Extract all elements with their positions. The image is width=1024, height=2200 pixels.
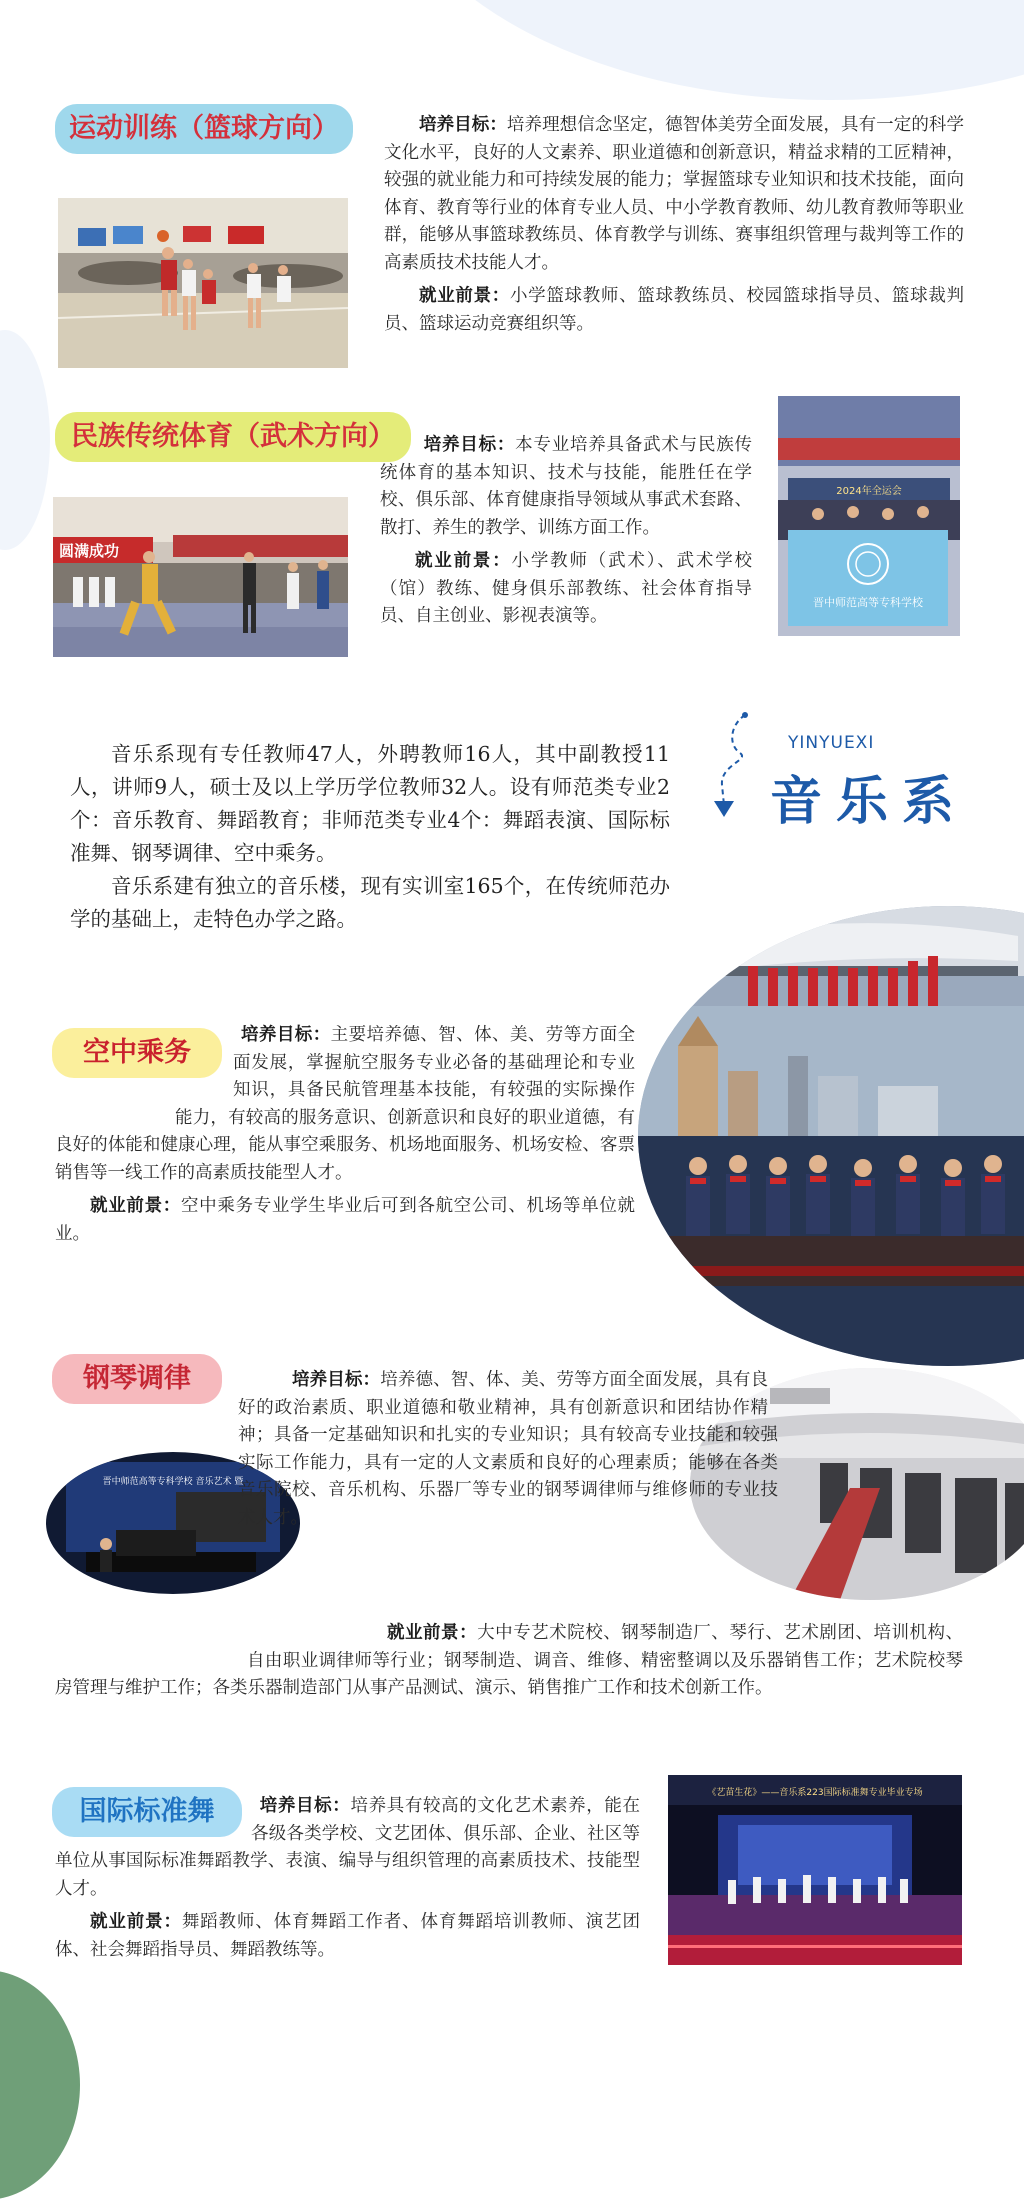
piano-career [55, 1620, 963, 1703]
piano-career-spacer [55, 1620, 247, 1674]
music-dept-heading [700, 705, 990, 835]
basketball-career-text: 小学篮球教师、篮球教练员、校园篮球指导员、篮球裁判员、篮球运动竞赛组织等。 [384, 286, 965, 334]
flight-title-spacer-2 [55, 1104, 175, 1131]
piano-screen-text: 晋中师范高等专科学校 音乐艺术 暨 [102, 1477, 244, 1487]
basketball-description [384, 112, 964, 338]
dance-goal-label: 培养目标： [259, 1796, 351, 1816]
piano-goal-text: 培养德、智、体、美、劳等方面全面发展，具有良好的政治素质、职业道德和敬业精神，具有创新意识和团结协作精神；具备一定基础知识和扎实的专业知识；具有较高专业技能和较强实际工作能力，具有一定的人文素质和良好的心理素质；能够在各类音乐院校、音乐机构、乐器厂等专业的钢琴调律师与维修师的专业技术人才。 [238, 1370, 778, 1528]
flight-goal-text: 主要培养德、智、体、美、劳等方面全面发展，掌握航空服务专业必备的基础理论和专业知识，具备民航管理基本技能，有较强的实际操作能力，有较高的服务意识、创新意识和良好的职业道德，有良好的体能和健康心理，能从事空乘服务、机场地面服务、机场安检、客票销售等一线工作的高素质技能型人才。 [55, 1025, 636, 1183]
dance-stage-photo [668, 1775, 962, 1965]
flight-career-text: 空中乘务专业学生毕业后可到各航空公司、机场等单位就业。 [55, 1196, 636, 1244]
flight-title: 空中乘务 [52, 1028, 222, 1078]
music-intro-para-2: 音乐系建有独立的音乐楼，现有实训室165个，在传统师范办学的基础上，走特色办学之路。 [70, 874, 670, 931]
wushu-title: 民族传统体育（武术方向） [55, 412, 411, 462]
background-circle-top [380, 0, 1024, 100]
piano-shape-a [768, 1367, 778, 1397]
piano-title: 钢琴调律 [52, 1354, 222, 1404]
wushu-goal-text: 本专业培养具备武术与民族传统体育的基本知识、技术与技能，能胜任在学校、俱乐部、体育健康指导领域从事武术套路、散打、养生的教学、训练方面工作。 [380, 435, 753, 538]
piano-goal-label: 培养目标： [292, 1370, 381, 1390]
dance-title: 国际标准舞 [52, 1787, 242, 1837]
dance-career-label: 就业前景： [90, 1912, 182, 1932]
basketball-photo [58, 198, 348, 368]
flight-title-spacer [55, 1022, 233, 1104]
dance-goal-text: 培养具有较高的文化艺术素养，能在各级各类学校、文艺团体、俱乐部、企业、社区等单位从事国际标准舞蹈教学、表演、编导与组织管理的高素质技术、技能型人才。 [55, 1796, 640, 1899]
svg-text:圆满成功: 圆满成功 [59, 542, 120, 560]
basketball-goal-label: 培养目标： [419, 115, 507, 135]
wushu-goal-label: 培养目标： [423, 435, 516, 455]
wushu-description [380, 432, 752, 631]
flight-goal-label: 培养目标： [241, 1025, 331, 1045]
music-dept-title: 音乐系 [770, 772, 969, 832]
piano-goal [238, 1367, 778, 1532]
flight-attendant-collage [638, 906, 1024, 1366]
background-circle-left [0, 330, 50, 550]
wushu-screen-text: 2024年全运会 [836, 486, 902, 497]
basketball-title: 运动训练（篮球方向） [55, 104, 353, 154]
dance-career-text: 舞蹈教师、体育舞蹈工作者、体育舞蹈培训教师、演艺团体、社会舞蹈指导员、舞蹈教练等。 [55, 1912, 641, 1960]
music-dept-pinyin: YINYUEXI [788, 733, 875, 753]
piano-career-text: 大中专艺术院校、钢琴制造厂、琴行、艺术剧团、培训机构、自由职业调律师等行业；钢琴制造、调音、维修、精密整调以及乐器销售工作；艺术院校琴房管理与维护工作；各类乐器制造部门从事产品测试、演示、销售推广工作和技术创新工作。 [55, 1623, 964, 1698]
wushu-banner-photo [778, 396, 960, 636]
flight-description [55, 1022, 635, 1248]
background-corner-shape [0, 1970, 80, 2200]
flight-career-label: 就业前景： [90, 1196, 181, 1216]
basketball-career-label: 就业前景： [419, 286, 510, 306]
dance-title-spacer [55, 1793, 251, 1847]
wushu-career-label: 就业前景： [415, 551, 512, 571]
piano-career-label: 就业前景： [387, 1623, 478, 1643]
wushu-photo [53, 497, 348, 657]
dance-stage-text: 《艺苗生花》——音乐系223国际标准舞专业毕业专场 [707, 1788, 923, 1798]
basketball-goal-text: 培养理想信念坚定，德智体美劳全面发展，具有一定的科学文化水平，良好的人文素养、职业道德和创新意识，精益求精的工匠精神，较强的就业能力和可持续发展的能力；掌握篮球专业知识和技术技能，面向体育、教育等行业的体育专业人员、中小学教育教师、幼儿教育教师等职业群，能够从事篮球教练员、体育教学与训练、赛事组织管理与裁判等工作的高素质技术技能人才。 [384, 115, 965, 273]
dance-description [55, 1793, 640, 1964]
music-intro [70, 738, 670, 936]
wushu-banner-text: 晋中师范高等专科学校 [813, 596, 923, 609]
wushu-career-text: 小学教师（武术）、武术学校（馆）教练、健身俱乐部教练、社会体育指导员、自主创业、影视表演等。 [380, 551, 753, 626]
music-intro-para-1: 音乐系现有专任教师47人，外聘教师16人，其中副教授11人，讲师9人，硕士及以上学历学位教师32人。设有师范类专业2个：音乐教育、舞蹈教育；非师范类专业4个：舞蹈表演、国际标准舞、钢琴调律、空中乘务。 [70, 742, 670, 865]
